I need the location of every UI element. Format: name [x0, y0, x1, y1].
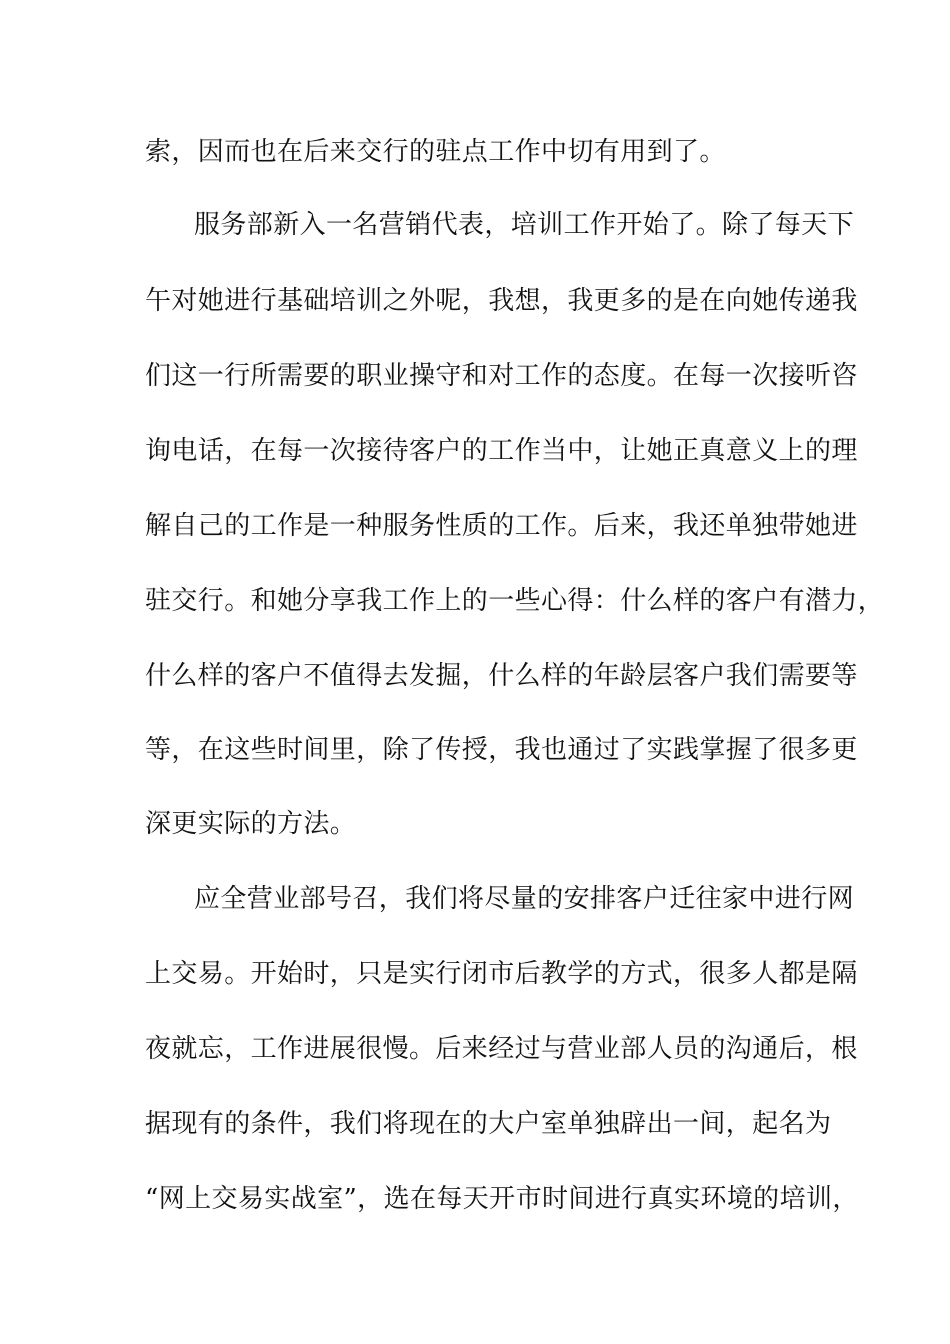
paragraph-line: 询电话，在每一次接待客户的工作当中，让她正真意义上的理 [145, 436, 858, 466]
paragraph-line: 应全营业部号召，我们将尽量的安排客户迁往家中进行网 [194, 884, 855, 914]
paragraph-line: 什么样的客户不值得去发掘，什么样的年龄层客户我们需要等 [145, 661, 858, 691]
paragraph-line: 午对她进行基础培训之外呢，我想，我更多的是在向她传递我 [145, 286, 858, 316]
paragraph-line: 驻交行。和她分享我工作上的一些心得：什么样的客户有潜力， [145, 586, 885, 616]
paragraph-line: 解自己的工作是一种服务性质的工作。后来，我还单独带她进 [145, 511, 858, 541]
paragraph-line: 深更实际的方法。 [145, 809, 357, 839]
paragraph-line: 们这一行所需要的职业操守和对工作的态度。在每一次接听咨 [145, 361, 858, 391]
paragraph-line: 上交易。开始时，只是实行闭市后教学的方式，很多人都是隔 [145, 959, 858, 989]
paragraph-line: “网上交易实战室”，选在每天开市时间进行真实环境的培训， [145, 1184, 859, 1214]
paragraph-line: 夜就忘，工作进展很慢。后来经过与营业部人员的沟通后，根 [145, 1034, 858, 1064]
paragraph-line: 据现有的条件，我们将现在的大户室单独辟出一间，起名为 [145, 1109, 832, 1139]
paragraph-line: 等，在这些时间里，除了传授，我也通过了实践掌握了很多更 [145, 735, 858, 765]
paragraph-line: 索，因而也在后来交行的驻点工作中切有用到了。 [145, 137, 726, 167]
paragraph-line: 服务部新入一名营销代表，培训工作开始了。除了每天下 [194, 210, 855, 240]
